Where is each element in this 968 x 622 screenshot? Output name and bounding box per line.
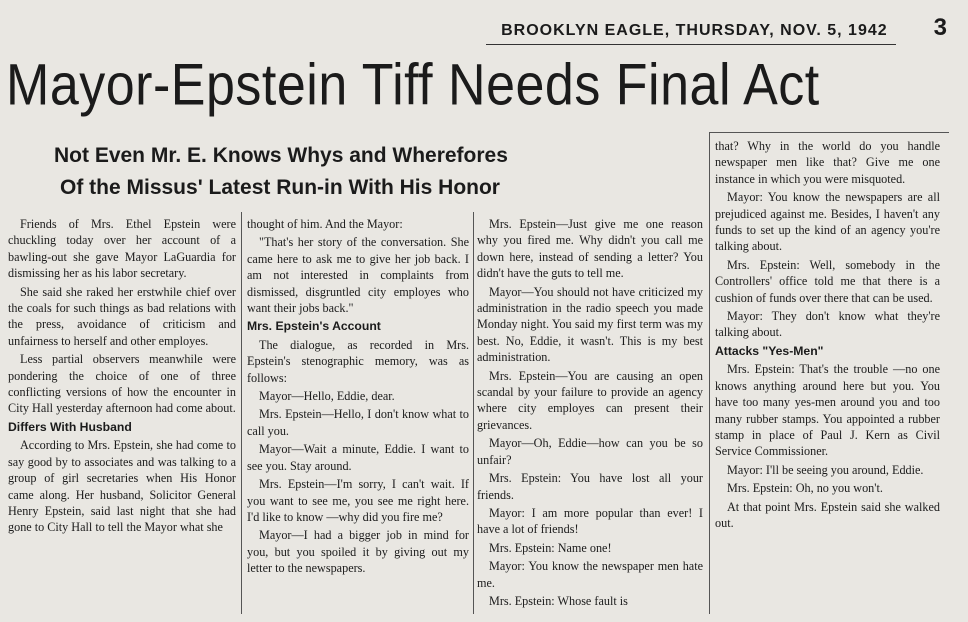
article-paragraph: According to Mrs. Epstein, she had come to say good by to associates and was talking to a group of girl secretaries when His Honor came along. Her husband, Solicitor General Henry Epstein, said last night that she had gone to City Hall to tell the Mayor what she — [8, 438, 236, 535]
article-paragraph: Mayor: You know the newspaper men hate me. — [477, 559, 703, 590]
section-subheading: Differs With Husband — [8, 419, 132, 434]
article-paragraph: She said she raked her erstwhile chief over the coals for such things as bad relations with the press, avoidance of criticism and unfairness to herself and other employes. — [8, 284, 236, 348]
article-paragraph: Mrs. Epstein—You are causing an open scandal by your failure to provide an agency where city employes can present their grievances. — [477, 368, 703, 432]
headline: Mayor-Epstein Tiff Needs Final Act — [6, 53, 820, 119]
page-number: 3 — [933, 14, 948, 41]
article-column-4 — [715, 138, 940, 533]
masthead-paper-line: BROOKLYN EAGLE, THURSDAY, NOV. 5, 1942 — [501, 22, 888, 39]
column-rule-3 — [709, 132, 710, 614]
article-paragraph: Mayor—Hello, Eddie, dear. — [259, 389, 395, 404]
article-paragraph: Mayor: They don't know what they're talking about. — [715, 309, 940, 340]
masthead — [0, 14, 948, 42]
article-column-3 — [477, 216, 703, 611]
article-paragraph: Mrs. Epstein: Name one! — [489, 540, 612, 555]
subhead-line-1: Not Even Mr. E. Knows Whys and Wherefores — [54, 144, 508, 167]
section-subheading: Attacks "Yes-Men" — [715, 343, 824, 358]
article-paragraph: Mayor: I am more popular than ever! I have a lot of friends! — [477, 505, 703, 537]
article-paragraph: Mrs. Epstein: Whose fault is — [489, 593, 628, 608]
column-top-rule — [709, 132, 949, 133]
column-rule-1 — [241, 212, 242, 614]
column-rule-2 — [473, 212, 474, 614]
masthead-rule — [486, 44, 896, 45]
article-paragraph: Friends of Mrs. Ethel Epstein were chuckling today over her account of a bawling-out she gave Mayor LaGuardia for dismissing her as his labor secretary. — [8, 217, 236, 281]
article-paragraph: that? Why in the world do you handle newspaper men like that? Give me one instance in which you were misquoted. — [715, 139, 940, 186]
article-paragraph: Mrs. Epstein: That's the trouble —no one knows anything around here but you. You have too many yes-men around you and too many rubber stamps. You appointed a rubber stamp in place of Paul J. Kern as Civil Service Commissioner. — [715, 362, 940, 459]
article-paragraph: Mayor: You know the newspapers are all prejudiced against me. Besides, I haven't any funds to set up the kind of an agency you're talking about. — [715, 190, 940, 254]
article-paragraph: Mayor: I'll be seeing you around, Eddie. — [727, 462, 924, 477]
article-paragraph: Mayor—You should not have criticized my administration in the radio speech you made Monday night. You said my first term was my best. No, Eddie, it wasn't. This is my best administration. — [477, 284, 703, 365]
article-paragraph: Mayor—Oh, Eddie—how can you be so unfair? — [477, 436, 703, 467]
article-paragraph: Mayor—Wait a minute, Eddie. I want to see you. Stay around. — [247, 442, 469, 473]
article-paragraph: Mayor—I had a bigger job in mind for you, but you spoiled it by giving out my letter to the newspapers. — [247, 528, 469, 576]
subhead — [54, 140, 694, 204]
article-paragraph: At that point Mrs. Epstein said she walked out. — [715, 499, 940, 530]
article-paragraph: Mrs. Epstein—I'm sorry, I can't wait. If you want to see me, you see me right here. I'd like to know —why did you fire me? — [247, 477, 469, 524]
article-paragraph: Less partial observers meanwhile were pondering the choice of one of three conflicting versions of how the encounter in City Hall yesterday afternoon had come about. — [8, 352, 236, 416]
article-paragraph: Mrs. Epstein: Well, somebody in the Controllers' office told me that there is a cushion of funds over there that can be used. — [715, 257, 940, 305]
article-paragraph: The dialogue, as recorded in Mrs. Epstein's stenographic memory, was as follows: — [247, 337, 469, 385]
article-paragraph: "That's her story of the conversation. She came here to ask me to give her job back. I am not interested in complaints from dismissed, disgruntled city employes who want their jobs back." — [247, 235, 469, 316]
article-paragraph: thought of him. And the Mayor: — [247, 217, 403, 231]
article-paragraph: Mrs. Epstein—Hello, I don't know what to call you. — [247, 407, 469, 438]
section-subheading: Mrs. Epstein's Account — [247, 319, 381, 334]
article-paragraph: Mrs. Epstein—Just give me one reason why you fired me. Why didn't you call me down here, instead of sending a letter? You didn't have the guts to tell me. — [477, 217, 703, 281]
article-paragraph: Mrs. Epstein: You have lost all your friends. — [477, 471, 703, 502]
article-column-1 — [8, 216, 236, 538]
article-paragraph: Mrs. Epstein: Oh, no you won't. — [727, 481, 883, 496]
article-column-2 — [247, 216, 469, 579]
subhead-line-2: Of the Missus' Latest Run-in With His Honor — [60, 176, 500, 199]
